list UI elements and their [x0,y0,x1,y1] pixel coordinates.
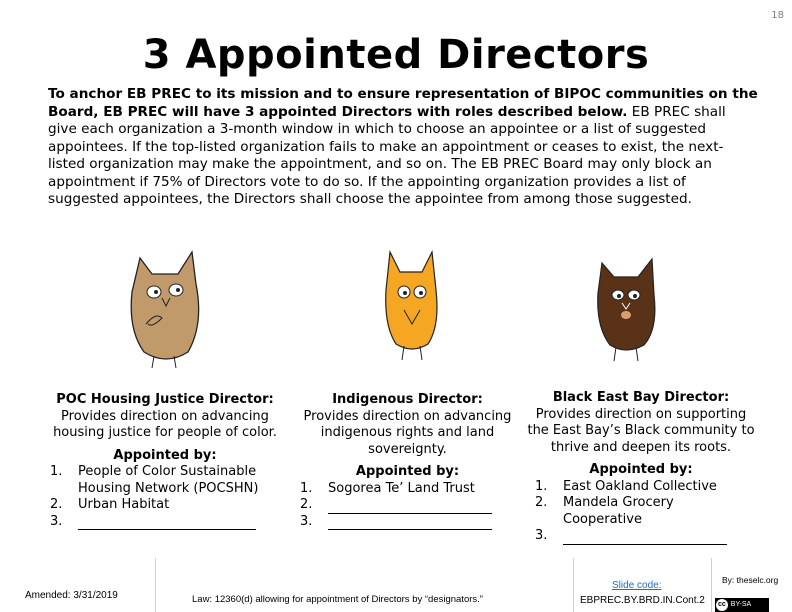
list-item: 3. [300,514,515,531]
author-credit: By: theselc.org [722,575,779,585]
blank-line [563,530,727,545]
appointed-by-label: Appointed by: [113,447,217,463]
director-column-indigenous [300,392,515,530]
appointee-list [50,464,280,530]
list-item: 2. [300,497,515,514]
intro-bold: To anchor EB PREC to its mission and to ensure representation of BIPOC communities on the Board, EB PREC will have 3 appointed Directors with roles described below. [48,86,758,120]
cc-logo-icon: cc [716,599,728,611]
list-item: 1. People of Color Sustainable Housing Network (POCSHN) [50,464,259,496]
list-item: 3. [535,528,755,545]
director-description: Provides direction on supporting the East Bay’s Black community to thrive and deepen its roots. [527,406,755,455]
slide-code-link[interactable]: Slide code: [612,580,662,591]
footer-divider [711,558,712,612]
appointed-by-label: Appointed by: [355,464,460,479]
orange-owl-illustration [380,250,444,365]
slide-number: 18 [771,10,784,21]
appointee-list [535,479,755,545]
director-role: Black East Bay Director: [552,390,730,405]
intro-rest: EB PREC shall give each organization a 3-month window in which to choose an appointee or a list of suggested appointees. If the top-listed organization fails to make an appointment or ceases to exist, the next-listed organization may make the appointment, and so on. The EB PREC Board may only block an appointment if 75% of Directors vote to do so. If the appointing organization provides a list of suggested appointees, the Directors shall choose the appointee from among those suggested. [48,103,726,207]
slide-code: EBPREC.BY.BRD.IN.Cont.2 [580,595,705,606]
list-item: 2. Mandela Grocery Cooperative [535,495,674,527]
tan-owl-illustration [126,244,204,374]
intro-paragraph [48,86,758,209]
director-role: Indigenous Director: [332,392,483,407]
footer [0,558,792,612]
appointee-list [300,481,515,531]
list-item: 2. Urban Habitat [50,497,170,512]
blank-line [328,515,492,530]
footer-divider [573,558,574,612]
blank-line [328,499,492,514]
footer-divider [155,558,156,612]
list-item: 1. Sogorea Te’ Land Trust [300,480,475,496]
director-description: Provides direction on advancing indigenous rights and land sovereignty. [303,408,512,457]
amended-date: Amended: 3/31/2019 [25,590,118,601]
cc-license-icon [715,598,769,612]
director-role: POC Housing Justice Director: [56,392,274,407]
page-title: 3 Appointed Directors [142,32,650,78]
license-label: BY-SA [730,601,752,608]
list-item: 1. East Oakland Collective [535,478,717,494]
appointed-by-label: Appointed by: [589,462,693,477]
director-description: Provides direction on advancing housing justice for people of color. [53,408,277,440]
director-column-black-east-bay [527,390,755,545]
brown-owl-illustration [592,255,662,365]
law-reference: Law: 12360(d) allowing for appointment of Directors by “designators.” [192,594,483,605]
list-item: 3. [50,514,280,531]
blank-line [78,515,256,530]
director-column-poc-housing [50,392,280,530]
